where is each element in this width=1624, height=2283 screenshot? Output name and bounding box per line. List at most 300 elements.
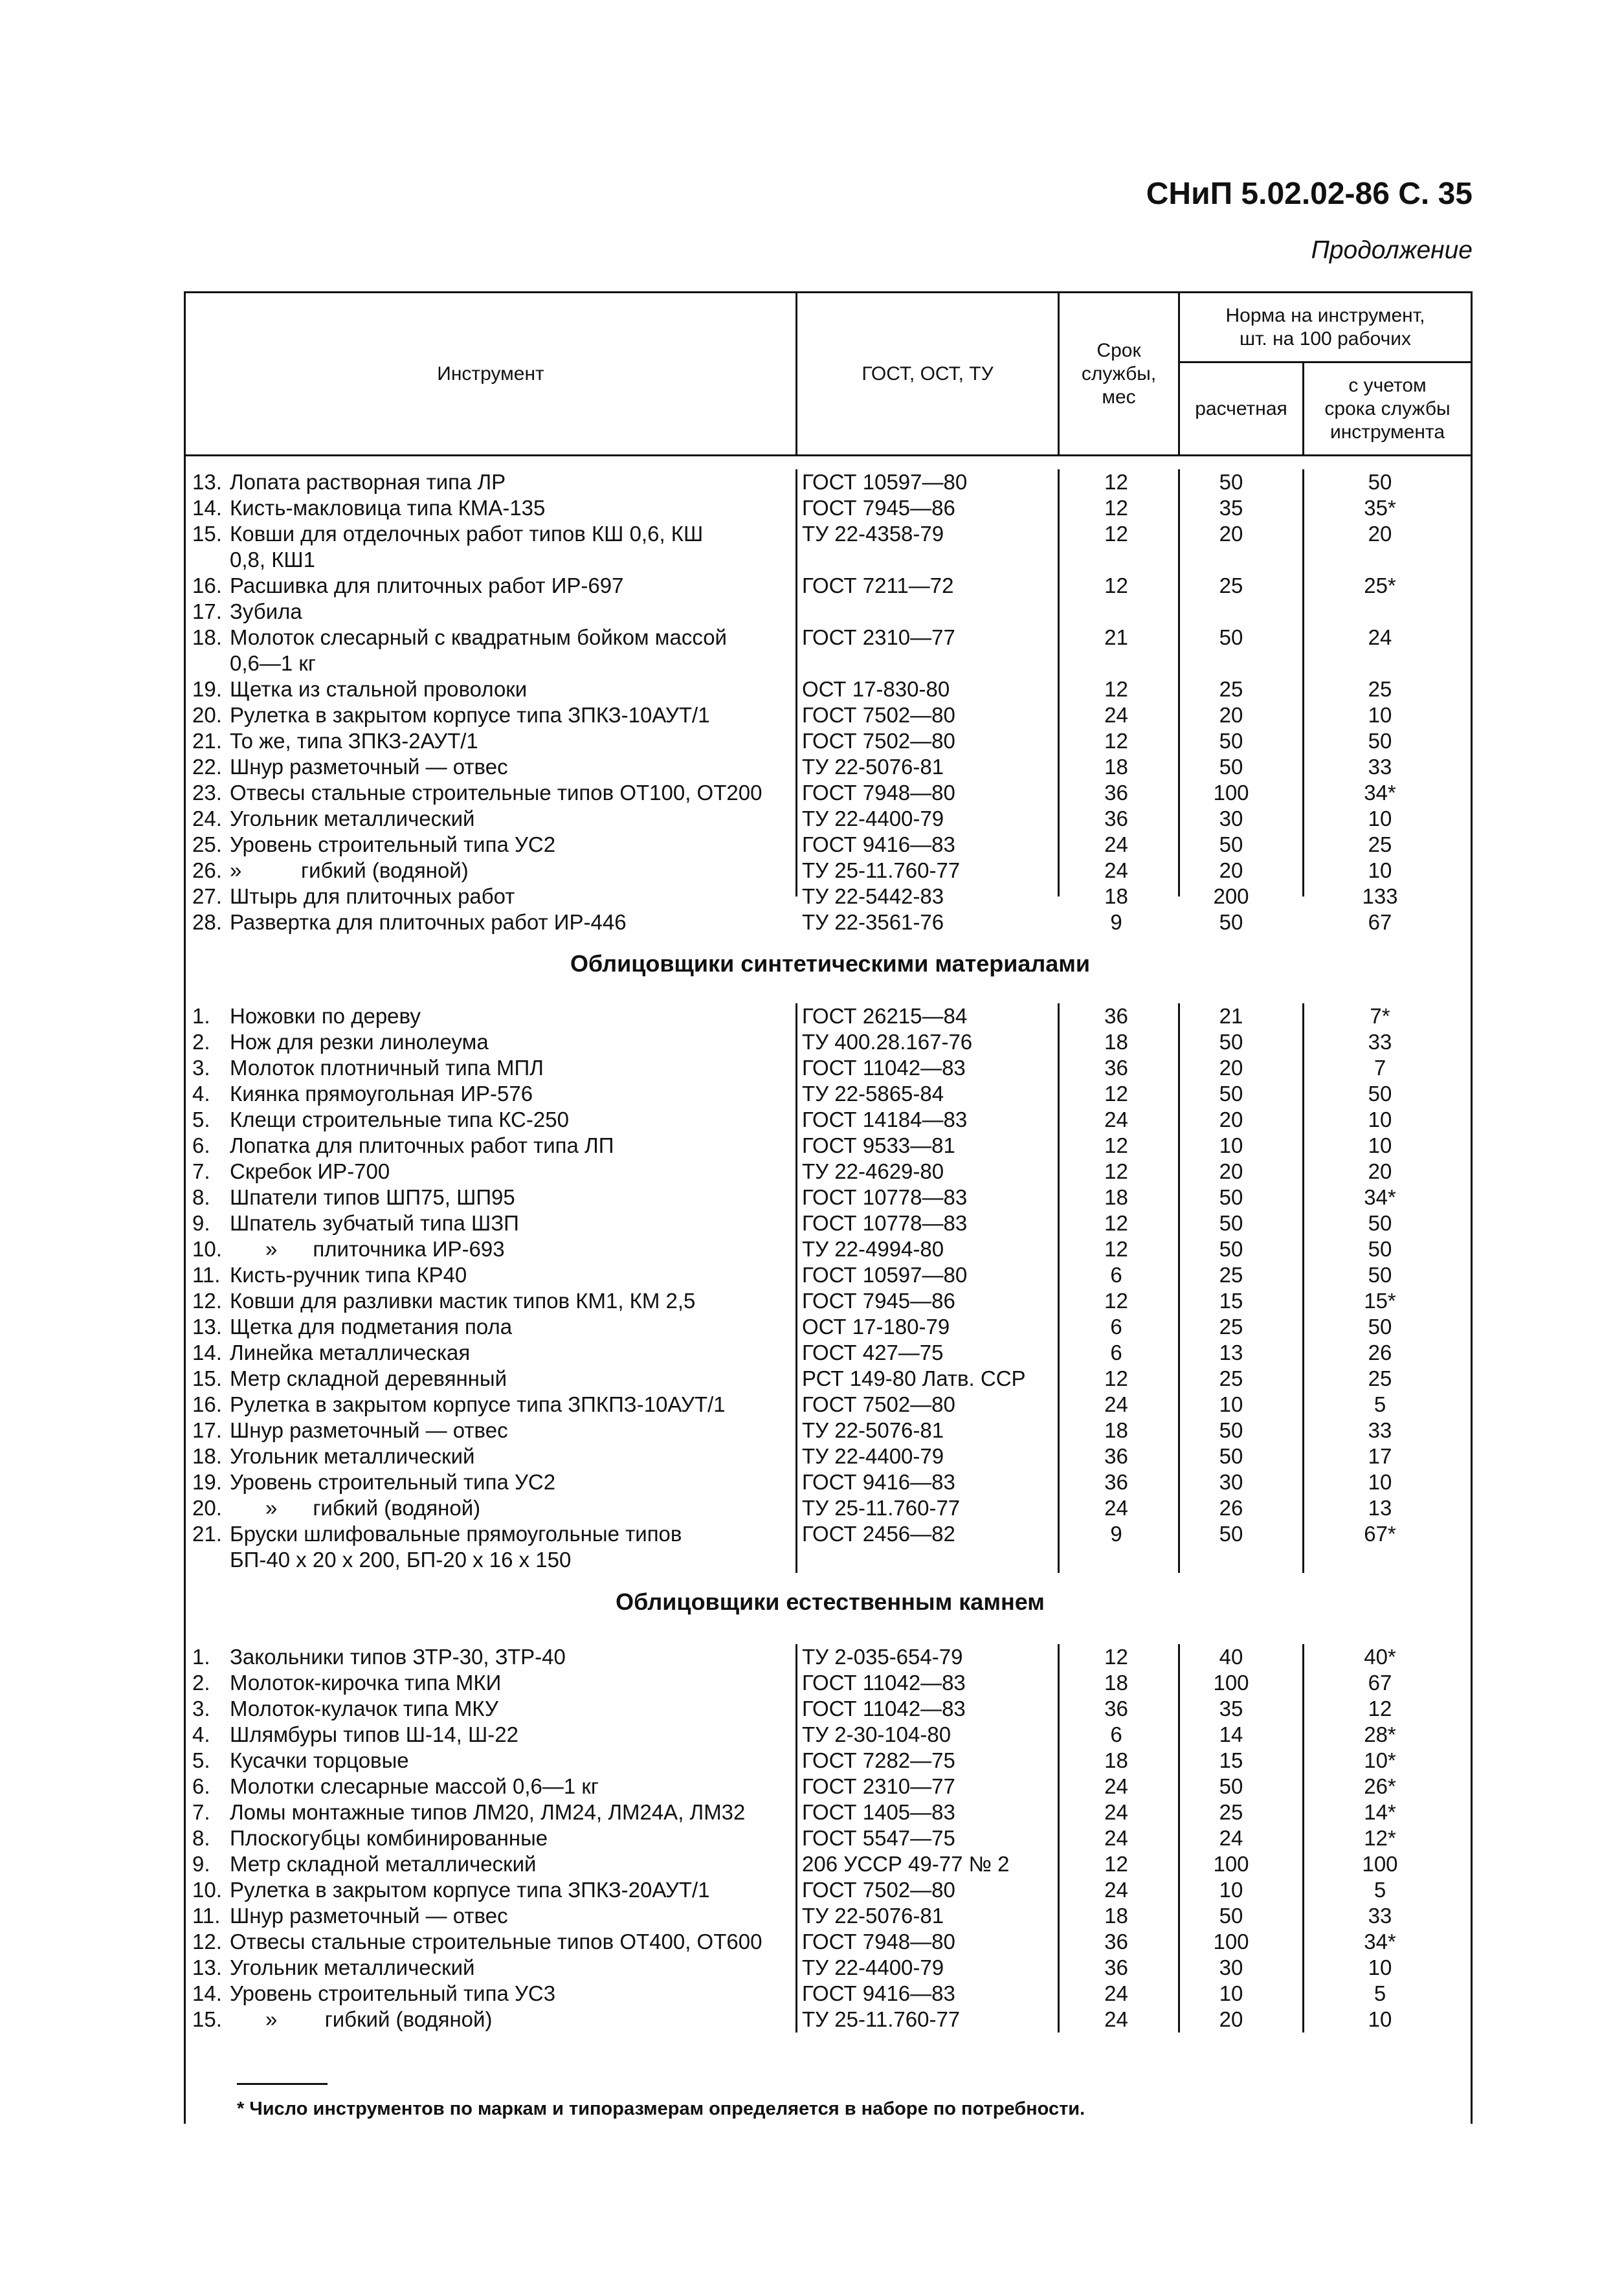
gost-code: ГОСТ 9416—83 bbox=[802, 832, 955, 856]
norm-calculated: 25 bbox=[1219, 1263, 1243, 1287]
table-row bbox=[186, 1722, 1474, 1748]
instrument-name: Молоток слесарный с квадратным бойком массой bbox=[230, 625, 727, 649]
norm-with-service-life: 33 bbox=[1368, 1904, 1392, 1928]
norm-with-service-life: 26* bbox=[1364, 1774, 1396, 1798]
gost-code: ГОСТ 2310—77 bbox=[802, 625, 955, 649]
gost-code: ГОСТ 7502—80 bbox=[802, 703, 955, 727]
table-row bbox=[186, 1495, 1474, 1521]
instrument-name: Зубила bbox=[230, 599, 302, 623]
instrument-name: Метр складной деревянный bbox=[230, 1366, 507, 1390]
gost-code: ОСТ 17-830-80 bbox=[802, 677, 950, 701]
norm-calculated: 20 bbox=[1219, 522, 1243, 546]
service-life-months: 24 bbox=[1104, 1800, 1128, 1824]
gost-code: ТУ 25-11.760-77 bbox=[802, 2007, 961, 2031]
instrument-name: Расшивка для плиточных работ ИР-697 bbox=[230, 574, 624, 597]
table-row bbox=[186, 625, 1474, 676]
row-number: 5. bbox=[192, 1108, 210, 1131]
row-number: 13. bbox=[192, 470, 222, 494]
instrument-name: Ломы монтажные типов ЛМ20, ЛМ24, ЛМ24А, ЛМ32 bbox=[230, 1800, 746, 1824]
norm-calculated: 50 bbox=[1219, 470, 1243, 494]
service-life-months: 12 bbox=[1104, 470, 1128, 494]
instrument-name: Отвесы стальные строительные типов ОТ400, ОТ600 bbox=[230, 1930, 762, 1954]
service-life-months: 36 bbox=[1104, 1444, 1128, 1468]
gost-code: ГОСТ 7211—72 bbox=[802, 574, 954, 597]
instrument-name: Уровень строительный типа УС2 bbox=[230, 1470, 556, 1494]
table-row bbox=[186, 599, 1474, 625]
table-row bbox=[186, 806, 1474, 832]
service-life-months: 24 bbox=[1104, 1108, 1128, 1131]
header-with-service-life: с учетом срока службы инструмента bbox=[1324, 374, 1451, 443]
table-row bbox=[186, 1929, 1474, 1955]
gost-code: ТУ 22-5076-81 bbox=[802, 1418, 944, 1442]
norm-with-service-life: 34* bbox=[1364, 781, 1396, 805]
norm-calculated: 20 bbox=[1219, 703, 1243, 727]
norm-with-service-life: 50 bbox=[1368, 1082, 1392, 1106]
section-natural-stone bbox=[186, 1644, 1474, 2045]
service-life-months: 12 bbox=[1104, 1211, 1128, 1235]
row-number: 13. bbox=[192, 1955, 222, 1979]
table-row bbox=[186, 858, 1474, 884]
row-number: 6. bbox=[192, 1774, 210, 1798]
norm-with-service-life: 10 bbox=[1368, 1108, 1392, 1131]
header-gost: ГОСТ, ОСТ, ТУ bbox=[862, 362, 994, 384]
instrument-name: Лопата растворная типа ЛР bbox=[230, 470, 506, 494]
service-life-months: 36 bbox=[1104, 1056, 1128, 1080]
norm-with-service-life: 26 bbox=[1368, 1341, 1392, 1364]
table-row bbox=[186, 495, 1474, 521]
service-life-months: 18 bbox=[1104, 1185, 1128, 1209]
norm-with-service-life: 28* bbox=[1364, 1722, 1396, 1746]
row-number: 17. bbox=[192, 1418, 222, 1442]
gost-code: ТУ 22-5076-81 bbox=[802, 1904, 944, 1928]
service-life-months: 12 bbox=[1104, 496, 1128, 520]
norm-calculated: 100 bbox=[1213, 781, 1249, 805]
row-number: 5. bbox=[192, 1748, 210, 1772]
norm-with-service-life: 33 bbox=[1368, 755, 1392, 779]
instrument-name: То же, типа ЗПКЗ-2АУТ/1 bbox=[230, 729, 478, 753]
norm-calculated: 30 bbox=[1219, 1470, 1243, 1494]
norm-with-service-life: 20 bbox=[1368, 522, 1392, 546]
service-life-months: 9 bbox=[1110, 1522, 1122, 1546]
gost-code: ТУ 22-4400-79 bbox=[802, 1955, 944, 1979]
row-number: 8. bbox=[192, 1185, 210, 1209]
service-life-months: 24 bbox=[1104, 703, 1128, 727]
norm-with-service-life: 10* bbox=[1364, 1748, 1396, 1772]
instrument-name: Щетка из стальной проволоки bbox=[230, 677, 528, 701]
norm-with-service-life: 25 bbox=[1368, 832, 1392, 856]
norm-calculated: 10 bbox=[1219, 1133, 1243, 1157]
service-life-months: 18 bbox=[1104, 1418, 1128, 1442]
norm-calculated: 50 bbox=[1219, 729, 1243, 753]
row-number: 16. bbox=[192, 1392, 222, 1416]
instrument-name: » гибкий (водяной) bbox=[230, 858, 469, 882]
service-life-months: 18 bbox=[1104, 755, 1128, 779]
row-number: 10. bbox=[192, 1237, 222, 1261]
row-number: 20. bbox=[192, 703, 222, 727]
gost-code: ГОСТ 10597—80 bbox=[802, 1263, 968, 1287]
norm-calculated: 50 bbox=[1219, 1418, 1243, 1442]
row-number: 17. bbox=[192, 599, 222, 623]
table-row bbox=[186, 1055, 1474, 1081]
norm-with-service-life: 15* bbox=[1364, 1289, 1396, 1313]
service-life-months: 24 bbox=[1104, 2007, 1128, 2031]
table-row bbox=[186, 1159, 1474, 1185]
norm-calculated: 20 bbox=[1219, 1108, 1243, 1131]
service-life-months: 12 bbox=[1104, 677, 1128, 701]
table-row bbox=[186, 1340, 1474, 1366]
table-row bbox=[186, 1262, 1474, 1288]
norm-with-service-life: 50 bbox=[1368, 729, 1392, 753]
service-life-months: 12 bbox=[1104, 1237, 1128, 1261]
table-row bbox=[186, 1955, 1474, 1981]
footnote: * Число инструментов по маркам и типоразмерам определяется в наборе по потребности. bbox=[237, 2099, 1085, 2119]
norm-calculated: 10 bbox=[1219, 1392, 1243, 1416]
norm-calculated: 30 bbox=[1219, 1955, 1243, 1979]
row-number: 15. bbox=[192, 2007, 222, 2031]
instrument-name: Шнур разметочный — отвес bbox=[230, 755, 508, 779]
service-life-months: 36 bbox=[1104, 781, 1128, 805]
row-number: 6. bbox=[192, 1133, 210, 1157]
gost-code: ГОСТ 7945—86 bbox=[802, 1289, 955, 1313]
instrument-name: Уровень строительный типа УС2 bbox=[230, 832, 556, 856]
norm-calculated: 10 bbox=[1219, 1981, 1243, 2005]
table-row bbox=[186, 780, 1474, 806]
gost-code: ГОСТ 10778—83 bbox=[802, 1185, 968, 1209]
table-row bbox=[186, 1851, 1474, 1877]
gost-code: ГОСТ 10597—80 bbox=[802, 470, 968, 494]
gost-code: ТУ 2-30-104-80 bbox=[802, 1722, 951, 1746]
document-title: СНиП 5.02.02-86 С. 35 bbox=[1146, 177, 1473, 211]
table-row bbox=[186, 1670, 1474, 1696]
gost-code: ГОСТ 9416—83 bbox=[802, 1470, 955, 1494]
norm-calculated: 40 bbox=[1219, 1645, 1243, 1669]
instrument-name: Скребок ИР-700 bbox=[230, 1159, 390, 1183]
instrument-name: Метр складной металлический bbox=[230, 1852, 537, 1876]
instrument-name: Шпатель зубчатый типа ШЗП bbox=[230, 1211, 519, 1235]
instrument-name: Развертка для плиточных работ ИР-446 bbox=[230, 910, 627, 934]
norm-with-service-life: 10 bbox=[1368, 1133, 1392, 1157]
row-number: 2. bbox=[192, 1671, 210, 1695]
instrument-name: Щетка для подметания пола bbox=[230, 1315, 513, 1339]
instrument-name-continued: 0,8, КШ1 bbox=[230, 548, 316, 572]
service-life-months: 18 bbox=[1104, 1671, 1128, 1695]
gost-code: ТУ 25-11.760-77 bbox=[802, 858, 961, 882]
norm-with-service-life: 67* bbox=[1364, 1522, 1396, 1546]
norm-with-service-life: 5 bbox=[1374, 1878, 1386, 1902]
service-life-months: 21 bbox=[1104, 625, 1128, 649]
instrument-name: Штырь для плиточных работ bbox=[230, 884, 515, 908]
gost-code: ОСТ 17-180-79 bbox=[802, 1315, 950, 1339]
norm-calculated: 10 bbox=[1219, 1878, 1243, 1902]
table-row bbox=[186, 1644, 1474, 1670]
gost-code: ТУ 22-4400-79 bbox=[802, 807, 944, 830]
service-life-months: 6 bbox=[1110, 1722, 1122, 1746]
table-row bbox=[186, 1469, 1474, 1495]
table-row bbox=[186, 754, 1474, 780]
instrument-name: Уровень строительный типа УС3 bbox=[230, 1981, 556, 2005]
gost-code: ГОСТ 427—75 bbox=[802, 1341, 944, 1364]
row-number: 21. bbox=[192, 729, 222, 753]
instrument-name: Ковши для разливки мастик типов КМ1, КМ 2,5 bbox=[230, 1289, 696, 1313]
table-row bbox=[186, 521, 1474, 573]
service-life-months: 18 bbox=[1104, 1904, 1128, 1928]
table-row bbox=[186, 1799, 1474, 1825]
row-number: 8. bbox=[192, 1826, 210, 1850]
instrument-name: Кусачки торцовые bbox=[230, 1748, 409, 1772]
row-number: 12. bbox=[192, 1930, 222, 1954]
service-life-months: 12 bbox=[1104, 1289, 1128, 1313]
norm-with-service-life: 67 bbox=[1368, 1671, 1392, 1695]
norm-calculated: 20 bbox=[1219, 1056, 1243, 1080]
table-row bbox=[186, 1081, 1474, 1107]
norm-calculated: 50 bbox=[1219, 832, 1243, 856]
table-row bbox=[186, 573, 1474, 599]
section-continued bbox=[186, 469, 1474, 934]
norm-with-service-life: 7 bbox=[1374, 1056, 1386, 1080]
row-number: 19. bbox=[192, 677, 222, 701]
norm-with-service-life: 7* bbox=[1370, 1004, 1390, 1028]
norm-calculated: 50 bbox=[1219, 1237, 1243, 1261]
row-number: 1. bbox=[192, 1004, 210, 1028]
norm-calculated: 100 bbox=[1213, 1852, 1249, 1876]
norm-calculated: 25 bbox=[1219, 574, 1243, 597]
instrument-name: » гибкий (водяной) bbox=[230, 2007, 493, 2031]
table-row bbox=[186, 1774, 1474, 1799]
row-number: 10. bbox=[192, 1878, 222, 1902]
gost-code: ГОСТ 10778—83 bbox=[802, 1211, 968, 1235]
section-synthetic bbox=[186, 1003, 1474, 1586]
table-row bbox=[186, 1003, 1474, 1029]
table-row bbox=[186, 1696, 1474, 1722]
gost-code: ГОСТ 14184—83 bbox=[802, 1108, 968, 1131]
table-row bbox=[186, 728, 1474, 754]
table-row bbox=[186, 469, 1474, 495]
row-number: 3. bbox=[192, 1056, 210, 1080]
row-number: 26. bbox=[192, 858, 222, 882]
table-row bbox=[186, 1825, 1474, 1851]
row-number: 12. bbox=[192, 1289, 222, 1313]
norm-calculated: 15 bbox=[1219, 1289, 1243, 1313]
table-row bbox=[186, 1029, 1474, 1055]
norm-with-service-life: 17 bbox=[1368, 1444, 1392, 1468]
row-number: 27. bbox=[192, 884, 222, 908]
service-life-months: 12 bbox=[1104, 1645, 1128, 1669]
instrument-name: » гибкий (водяной) bbox=[230, 1496, 481, 1520]
gost-code: ГОСТ 1405—83 bbox=[802, 1800, 955, 1824]
norm-calculated: 13 bbox=[1219, 1341, 1243, 1364]
row-number: 7. bbox=[192, 1800, 210, 1824]
table-body bbox=[184, 456, 1473, 2124]
header-norm-group: Норма на инструмент, шт. на 100 рабочих bbox=[1225, 304, 1425, 350]
gost-code: ТУ 25-11.760-77 bbox=[802, 1496, 961, 1520]
norm-calculated: 25 bbox=[1219, 1800, 1243, 1824]
service-life-months: 24 bbox=[1104, 1496, 1128, 1520]
gost-code: ГОСТ 7502—80 bbox=[802, 1392, 955, 1416]
instrument-name: Молоток плотничный типа МПЛ bbox=[230, 1056, 544, 1080]
norm-calculated: 30 bbox=[1219, 807, 1243, 830]
table-row bbox=[186, 1392, 1474, 1418]
service-life-months: 12 bbox=[1104, 574, 1128, 597]
norm-with-service-life: 100 bbox=[1362, 1852, 1398, 1876]
norm-with-service-life: 5 bbox=[1374, 1981, 1386, 2005]
row-number: 15. bbox=[192, 1366, 222, 1390]
table-row bbox=[186, 1748, 1474, 1774]
row-number: 16. bbox=[192, 574, 222, 597]
norm-calculated: 50 bbox=[1219, 910, 1243, 934]
norm-calculated: 26 bbox=[1219, 1496, 1243, 1520]
norm-with-service-life: 10 bbox=[1368, 1470, 1392, 1494]
footnote-rule bbox=[237, 2083, 328, 2085]
instrument-name: Нож для резки линолеума bbox=[230, 1030, 489, 1054]
service-life-months: 12 bbox=[1104, 522, 1128, 546]
gost-code: ГОСТ 2456—82 bbox=[802, 1522, 955, 1546]
gost-code: ГОСТ 2310—77 bbox=[802, 1774, 955, 1798]
row-number: 7. bbox=[192, 1159, 210, 1183]
continuation-label: Продолжение bbox=[1311, 236, 1473, 264]
instrument-name: Рулетка в закрытом корпусе типа ЗПКПЗ-10АУТ/1 bbox=[230, 1392, 726, 1416]
gost-code: 206 УССР 49-77 № 2 bbox=[802, 1852, 1010, 1876]
service-life-months: 6 bbox=[1110, 1263, 1122, 1287]
instrument-name: Киянка прямоугольная ИР-576 bbox=[230, 1082, 533, 1106]
row-number: 11. bbox=[192, 1263, 221, 1287]
norm-with-service-life: 67 bbox=[1368, 910, 1392, 934]
row-number: 2. bbox=[192, 1030, 210, 1054]
instrument-name: Клещи строительные типа КС-250 bbox=[230, 1108, 569, 1131]
row-number: 1. bbox=[192, 1645, 210, 1669]
norm-calculated: 20 bbox=[1219, 1159, 1243, 1183]
norm-with-service-life: 50 bbox=[1368, 470, 1392, 494]
norm-calculated: 50 bbox=[1219, 1904, 1243, 1928]
service-life-months: 24 bbox=[1104, 832, 1128, 856]
norm-calculated: 25 bbox=[1219, 1366, 1243, 1390]
service-life-months: 24 bbox=[1104, 1826, 1128, 1850]
instrument-name: Молоток-кулачок типа МКУ bbox=[230, 1697, 498, 1721]
service-life-months: 24 bbox=[1104, 858, 1128, 882]
table-row bbox=[186, 1903, 1474, 1929]
instrument-name: Линейка металлическая bbox=[230, 1341, 471, 1364]
table-row bbox=[186, 1443, 1474, 1469]
table-row bbox=[186, 1314, 1474, 1340]
service-life-months: 12 bbox=[1104, 1133, 1128, 1157]
instrument-name: Кисть-ручник типа КР40 bbox=[230, 1263, 467, 1287]
norm-with-service-life: 20 bbox=[1368, 1159, 1392, 1183]
norm-with-service-life: 25* bbox=[1364, 574, 1396, 597]
norm-with-service-life: 33 bbox=[1368, 1418, 1392, 1442]
norm-with-service-life: 25 bbox=[1368, 1366, 1392, 1390]
gost-code: ГОСТ 11042—83 bbox=[802, 1671, 966, 1695]
service-life-months: 36 bbox=[1104, 1470, 1128, 1494]
row-number: 4. bbox=[192, 1082, 210, 1106]
header-service-life: Срок службы, мес bbox=[1081, 339, 1157, 408]
table-row bbox=[186, 702, 1474, 728]
row-number: 20. bbox=[192, 1496, 222, 1520]
service-life-months: 12 bbox=[1104, 729, 1128, 753]
instrument-name: » плиточника ИР-693 bbox=[230, 1237, 505, 1261]
norm-calculated: 100 bbox=[1213, 1930, 1249, 1954]
gost-code: ГОСТ 7945—86 bbox=[802, 496, 955, 520]
norm-with-service-life: 50 bbox=[1368, 1263, 1392, 1287]
instrument-name: Бруски шлифовальные прямоугольные типов bbox=[230, 1522, 682, 1546]
instrument-name: Шлямбуры типов Ш-14, Ш-22 bbox=[230, 1722, 518, 1746]
table-row bbox=[186, 1210, 1474, 1236]
service-life-months: 36 bbox=[1104, 1004, 1128, 1028]
norm-calculated: 25 bbox=[1219, 677, 1243, 701]
norm-calculated: 20 bbox=[1219, 2007, 1243, 2031]
gost-code: ГОСТ 7502—80 bbox=[802, 1878, 955, 1902]
norm-calculated: 15 bbox=[1219, 1748, 1243, 1772]
norm-with-service-life: 50 bbox=[1368, 1211, 1392, 1235]
row-number: 13. bbox=[192, 1315, 222, 1339]
instrument-name: Шпатели типов ШП75, ШП95 bbox=[230, 1185, 515, 1209]
norm-with-service-life: 10 bbox=[1368, 858, 1392, 882]
gost-code: ТУ 22-4629-80 bbox=[802, 1159, 944, 1183]
norm-with-service-life: 50 bbox=[1368, 1315, 1392, 1339]
row-number: 3. bbox=[192, 1697, 210, 1721]
norm-with-service-life: 35* bbox=[1364, 496, 1396, 520]
norm-calculated: 200 bbox=[1213, 884, 1249, 908]
row-number: 14. bbox=[192, 1341, 222, 1364]
row-number: 28. bbox=[192, 910, 222, 934]
service-life-months: 24 bbox=[1104, 1392, 1128, 1416]
norm-calculated: 100 bbox=[1213, 1671, 1249, 1695]
row-number: 21. bbox=[192, 1522, 222, 1546]
service-life-months: 24 bbox=[1104, 1878, 1128, 1902]
service-life-months: 12 bbox=[1104, 1852, 1128, 1876]
gost-code: ГОСТ 7948—80 bbox=[802, 781, 955, 805]
gost-code: ТУ 2-035-654-79 bbox=[802, 1645, 963, 1669]
norm-with-service-life: 5 bbox=[1374, 1392, 1386, 1416]
gost-code: ГОСТ 9416—83 bbox=[802, 1981, 955, 2005]
instrument-name: Угольник металлический bbox=[230, 1955, 475, 1979]
service-life-months: 36 bbox=[1104, 1930, 1128, 1954]
norm-with-service-life: 133 bbox=[1362, 884, 1398, 908]
gost-code: ГОСТ 9533—81 bbox=[802, 1133, 955, 1157]
service-life-months: 12 bbox=[1104, 1159, 1128, 1183]
gost-code: ГОСТ 7948—80 bbox=[802, 1930, 955, 1954]
table-row bbox=[186, 676, 1474, 702]
gost-code: ТУ 22-5865-84 bbox=[802, 1082, 944, 1106]
instrument-name: Ковши для отделочных работ типов КШ 0,6, КШ bbox=[230, 522, 704, 546]
gost-code: ГОСТ 11042—83 bbox=[802, 1056, 966, 1080]
gost-code: ТУ 22-5076-81 bbox=[802, 755, 944, 779]
table-row bbox=[186, 1185, 1474, 1210]
instrument-name: Лопатка для плиточных работ типа ЛП bbox=[230, 1133, 614, 1157]
table-row bbox=[186, 1107, 1474, 1133]
norm-calculated: 50 bbox=[1219, 1211, 1243, 1235]
norm-with-service-life: 34* bbox=[1364, 1930, 1396, 1954]
instrument-name: Закольники типов ЗТР-30, ЗТР-40 bbox=[230, 1645, 566, 1669]
norm-calculated: 50 bbox=[1219, 625, 1243, 649]
table-row bbox=[186, 909, 1474, 935]
instrument-name: Кисть-макловица типа КМА-135 bbox=[230, 496, 546, 520]
gost-code: РСТ 149-80 Латв. ССР bbox=[802, 1366, 1026, 1390]
row-number: 14. bbox=[192, 1981, 222, 2005]
norm-calculated: 20 bbox=[1219, 858, 1243, 882]
norm-calculated: 50 bbox=[1219, 1522, 1243, 1546]
norm-with-service-life: 12* bbox=[1364, 1826, 1396, 1850]
row-number: 9. bbox=[192, 1852, 210, 1876]
norm-with-service-life: 10 bbox=[1368, 807, 1392, 830]
table-row bbox=[186, 2007, 1474, 2032]
row-number: 22. bbox=[192, 755, 222, 779]
row-number: 19. bbox=[192, 1470, 222, 1494]
instrument-name-continued: 0,6—1 кг bbox=[230, 651, 316, 675]
gost-code: ГОСТ 26215—84 bbox=[802, 1004, 968, 1028]
gost-code: ТУ 400.28.167-76 bbox=[802, 1030, 973, 1054]
table-row bbox=[186, 1521, 1474, 1573]
norm-with-service-life: 33 bbox=[1368, 1030, 1392, 1054]
gost-code: ТУ 22-4358-79 bbox=[802, 522, 944, 546]
